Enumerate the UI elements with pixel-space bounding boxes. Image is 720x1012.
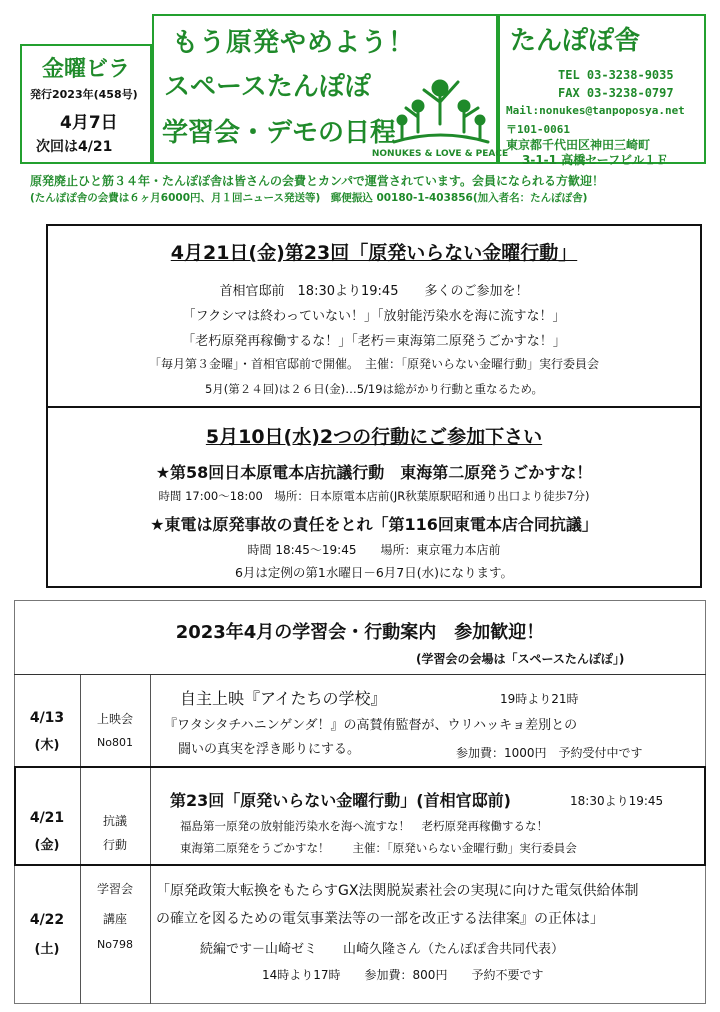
row1-day: (木) [34,738,60,753]
event2a-title: ★第58回日本原電本店抗議行動 東海第二原発うごかすな！ [155,463,593,482]
row3-title: 「原発政策大転換をもたらすGX法関脱炭素社会の実現に向けた電気供給体制 [156,883,639,899]
event1-line-4: 「毎月第３金曜」・首相官邸前で開催。 主催：「原発いらない金曜行動」実行委員会 [148,357,599,371]
row2-type-1: 抗議 [102,814,127,828]
row1-date: 4/13 [29,710,65,726]
event2b-detail: 時間 18:45～19:45 場所：東京電力本店前 [247,543,501,557]
row3-type-2: 講座 [102,912,127,926]
row3-desc-2: 続編です－山崎ゼミ 山崎久隆さん（たんぽぽ舎共同代表） [200,942,565,957]
tel-number: TEL 03-3238-9035 [558,68,674,82]
row2-title: 第23回「原発いらない金曜行動」(首相官邸前) [170,791,511,810]
row3-date: 4/22 [29,912,65,928]
headline-line-3: 学習会・デモの日程 [162,118,397,148]
row2-type-2: 行動 [102,838,127,852]
row1-desc-1: 『ワタシタチハニンゲンダ！』の高賛侑監督が、ウリハッキョ差別との [164,718,578,733]
notice-line-2: (たんぽぽ舎の会費は６ヶ月6000円、月１回ニュース発送等) 郵便振込 00180-1-403856(加入者名：たんぽぽ舎) [30,192,588,204]
schedule-venue: (学習会の会場は「スペースたんぽぽ」) [416,652,625,666]
row2-desc-2: 東海第二原発をうごかすな！ 主催：「原発いらない金曜行動」実行委員会 [180,841,577,855]
issue-date: 4月7日 [60,113,118,133]
headline-box [152,14,509,164]
row2-desc-1: 福島第一原発の放射能汚染水を海へ流すな！ 老朽原発再稼働するな！ [180,819,548,833]
address-line-1: 東京都千代田区神田三崎町 [506,138,651,152]
schedule-title: 2023年4月の学習会・行動案内 参加歓迎！ [175,622,545,643]
headline-line-1: もう原発やめよう！ [172,28,416,58]
event1-line-1: 首相官邸前 18:30より19:45 多くのご参加を！ [219,284,529,299]
next-issue: 次回は4/21 [36,139,113,155]
row1-title: 自主上映『アイたちの学校』 [180,689,387,708]
table-header-divider [14,674,706,675]
event1-line-5: 5月(第２４回)は２６日(金)…5/19は総がかり行動と重なるため。 [204,382,544,396]
address-line-2: 3-1-1 高橋セーフビル１Ｆ [522,153,669,167]
row3-fee: 14時より17時 参加費：800円 予約不要です [262,968,544,982]
notice-line-1: 原発廃止ひと筋３４年・たんぽぽ舎は皆さんの会費とカンパで運営されています。会員になられる方歓迎！ [30,174,604,188]
event2a-detail: 時間 17:00～18:00 場所：日本原電本店前(JR秋葉原駅昭和通り出口より徒歩7分) [158,489,590,503]
flyer-title: 金曜ビラ [41,57,130,82]
event1-title: 4月21日(金)第23回「原発いらない金曜行動」 [170,242,578,264]
row1-number: No801 [97,736,133,749]
row1-type: 上映会 [96,712,133,726]
row2-day: (金) [34,838,60,853]
row3-type-1: 学習会 [96,882,133,896]
row3-number: No798 [97,938,133,951]
contact-box [498,14,706,167]
headline-line-2: スペースたんぽぽ [164,72,371,102]
issue-number: 発行2023年(458号) [30,88,138,101]
event2b-note: 6月は定例の第1水曜日－6月7日(水)になります。 [234,565,514,580]
event-divider [46,406,702,408]
fax-number: FAX 03-3238-0797 [558,86,674,100]
row2-time: 18:30より19:45 [570,794,664,808]
row3-day: (土) [34,942,60,957]
zip-code: 〒101-0061 [506,123,570,136]
row3-desc-1: の確立を図るための電気事業法等の一部を改正する法律案』の正体は」 [156,911,604,927]
logo-text: NONUKES & LOVE & PEACE [371,149,509,159]
row1-time: 19時より21時 [500,692,579,706]
event2b-title: ★東電は原発事故の責任をとれ「第116回東電本店合同抗議」 [150,515,598,534]
org-name: たんぽぽ舎 [510,26,641,56]
row2-date: 4/21 [29,810,65,826]
row1-fee: 参加費：1000円 予約受付中です [456,746,643,760]
issue-info-box [20,44,152,164]
email-address: Mail:nonukes@tanpoposya.net [506,104,685,117]
row1-desc-2: 闘いの真実を浮き彫りにする。 [178,742,361,757]
nonukes-logo-icon [371,72,509,160]
event1-line-2: 「フクシマは終わっていない！」「放射能汚染水を海に流すな！」 [182,309,566,324]
event2-title: 5月10日(水)2つの行動にご参加下さい [205,426,543,448]
event1-line-3: 「老朽原発再稼働するな！」「老朽＝東海第二原発うごかすな！」 [182,334,566,349]
